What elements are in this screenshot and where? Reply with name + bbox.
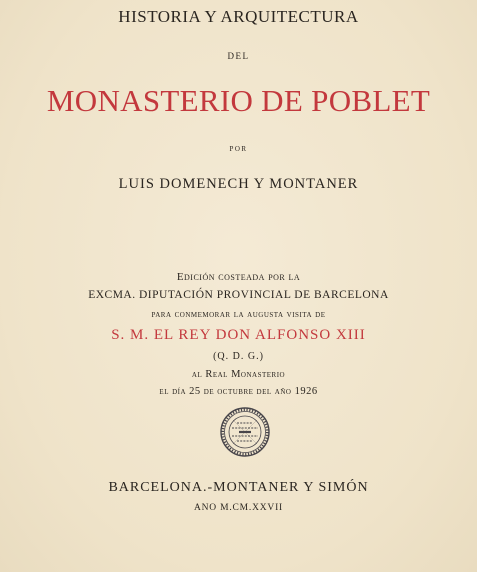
king-dedication: S. M. EL REY DON ALFONSO XIII [111, 327, 366, 343]
publisher: BARCELONA.-MONTANER Y SIMÓN [108, 480, 369, 495]
title-line-1: HISTORIA Y ARQUITECTURA [118, 7, 359, 26]
main-title: MONASTERIO DE POBLET [46, 83, 431, 118]
edition-line-3: para conmemorar la augusta visita de [151, 309, 326, 320]
publication-year: ANO M.CM.XXVII [193, 503, 284, 513]
edition-line-2: EXCMA. DIPUTACIÓN PROVINCIAL DE BARCELONA [88, 289, 389, 301]
qdg-line: (Q. D. G.) [213, 351, 264, 362]
title-del: DEL [227, 51, 250, 61]
date-line: el día 25 de octubre del año 1926 [159, 386, 318, 397]
real-monasterio-line: al Real Monasterio [191, 369, 286, 380]
edition-line-1: Edición costeada por la [176, 271, 301, 283]
author-name: LUIS DOMENECH Y MONTANER [118, 176, 359, 192]
library-seal-stamp-icon [219, 406, 271, 458]
por-label: POR [229, 145, 248, 153]
